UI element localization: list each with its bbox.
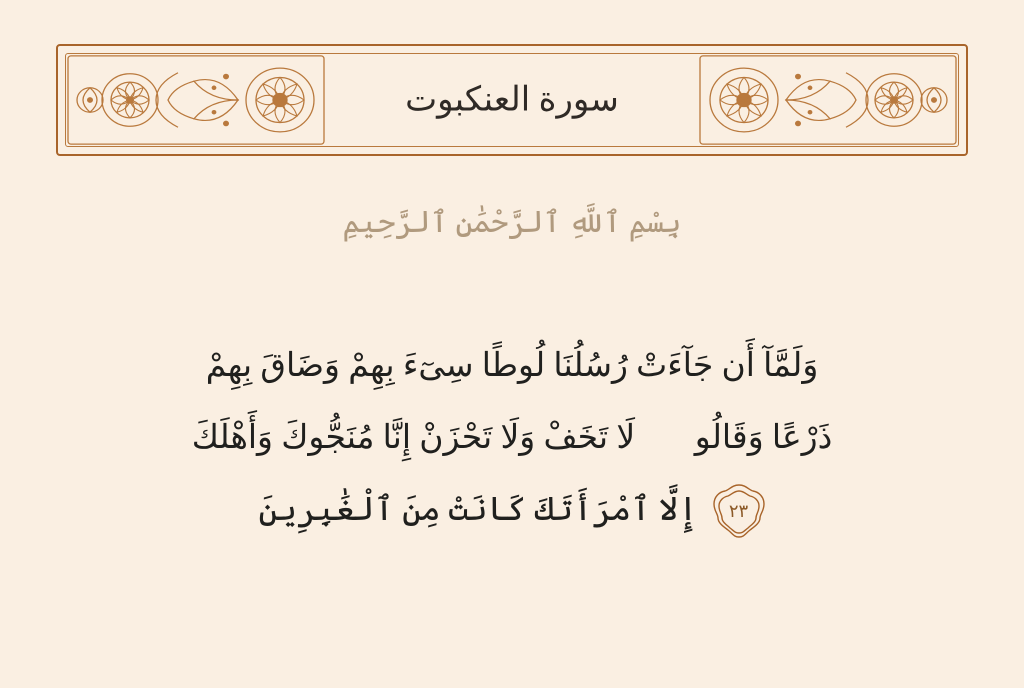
- ayah-line-text: إِلَّا ٱمْرَأَتَكَ كَانَتْ مِنَ ٱلْغَٰبِرِينَ: [258, 492, 698, 528]
- ayah-line-with-marker: [40, 474, 984, 546]
- ayah-number-medallion-icon: [712, 482, 766, 538]
- ayah-line: ذَرْعًا وَقَالُوا۟ لَا تَخَفْ وَلَا تَحْزَنْ إِنَّا مُنَجُّوكَ وَأَهْلَكَ: [191, 420, 833, 456]
- surah-header-frame: [56, 44, 968, 156]
- ayah-line: وَلَمَّآ أَن جَآءَتْ رُسُلُنَا لُوطًا سِىٓءَ بِهِمْ وَضَاقَ بِهِمْ: [205, 348, 819, 384]
- ayah-number: ٢٣: [728, 501, 749, 521]
- surah-title: سورة العنكبوت: [405, 81, 619, 119]
- ayah-text-block: [40, 330, 984, 546]
- basmala-text: بِسْمِ ٱللَّهِ ٱلرَّحْمَٰنِ ٱلرَّحِيمِ: [342, 206, 682, 239]
